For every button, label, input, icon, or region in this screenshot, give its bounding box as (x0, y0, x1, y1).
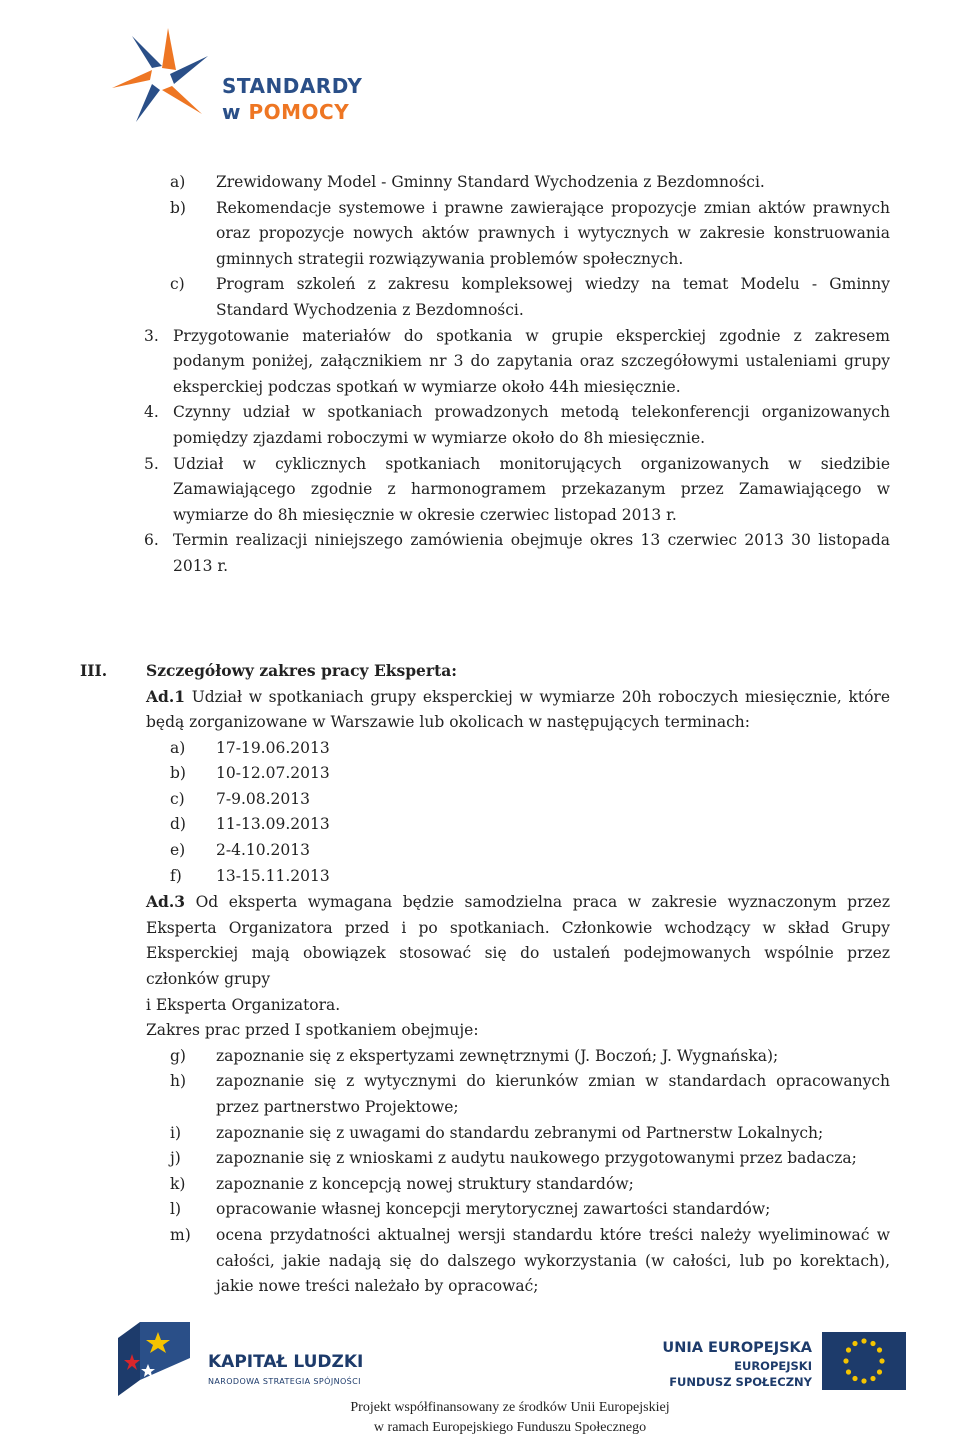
scope-intro: Zakres prac przed I spotkaniem obejmuje: (146, 1021, 479, 1040)
eu-logo-line3: FUNDUSZ SPOŁECZNY (669, 1375, 812, 1389)
date-marker: b) (170, 764, 186, 783)
numbered-item-text: Czynny udział w spotkaniach prowadzonych metodą telekonferencji organizowanych pomiędzy zjazdami roboczymi w wymiarze około do 8h miesięcznie. (173, 403, 890, 447)
task-marker: j) (170, 1149, 181, 1168)
numbered-item-text: Udział w cyklicznych spotkaniach monitorujących organizowanych w siedzibie Zamawiającego zgodnie z harmonogramem przekazanym przez Zamawiającego w wymiarze do 8h miesięcznie w okresie czerwiec listopad 2013 r. (173, 454, 890, 524)
document-body (0, 170, 960, 1300)
date-text: 2-4.10.2013 (216, 841, 310, 860)
list-item-text: Rekomendacje systemowe i prawne zawierające propozycje zmian aktów prawnych oraz propozycje nowych aktów prawnych i wytycznych w zakresie konstruowania gminnych strategii rozwiązywania problemów społecznych. (216, 198, 890, 268)
logo-text-w-pomocy: w POMOCY (222, 100, 350, 124)
date-marker: a) (170, 738, 186, 757)
task-text: zapoznanie z koncepcją nowej struktury standardów; (216, 1174, 634, 1193)
date-marker: c) (170, 789, 185, 808)
section-title: Szczegółowy zakres pracy Eksperta: (146, 660, 458, 680)
logo-text-standardy: STANDARDY (222, 74, 363, 98)
date-text: 17-19.06.2013 (216, 738, 330, 757)
list-item (0, 196, 960, 273)
task-item (0, 1172, 960, 1198)
cofinancing-note-line1: Projekt współfinansowany ze środków Unii Europejskiej (350, 1400, 670, 1415)
date-marker: d) (170, 815, 186, 834)
date-marker: e) (170, 841, 186, 860)
task-text: opracowanie własnej koncepcji merytorycznej zawartości standardów; (216, 1200, 771, 1219)
task-item (0, 1223, 960, 1300)
task-text: zapoznanie się z wytycznymi do kierunków zmian w standardach opracowanych przez partnerstwo Projektowe; (216, 1072, 890, 1116)
star-burst-icon (100, 18, 220, 128)
cofinancing-note-line2: w ramach Europejskiego Funduszu Społecznego (373, 1420, 647, 1435)
task-text: zapoznanie się z ekspertyzami zewnętrznymi (J. Boczoń; J. Wygnańska); (216, 1046, 779, 1065)
date-text: 11-13.09.2013 (216, 815, 330, 834)
numbered-item (0, 324, 960, 401)
date-item (0, 864, 960, 890)
task-text: zapoznanie się z wnioskami z audytu naukowego przygotowanymi przez badacza; (216, 1149, 857, 1168)
task-marker: h) (170, 1072, 187, 1091)
list-item (0, 272, 960, 323)
number-marker: 4. (144, 403, 159, 422)
list-item (0, 170, 960, 196)
task-text: zapoznanie się z uwagami do standardu zebranymi od Partnerstw Lokalnych; (216, 1123, 824, 1142)
kapital-ludzki-emblem-icon (110, 1318, 200, 1398)
task-marker: g) (170, 1046, 186, 1065)
kapital-ludzki-subtitle: NARODOWA STRATEGIA SPÓJNOŚCI (208, 1377, 361, 1386)
task-item (0, 1121, 960, 1147)
numbered-item-text: Przygotowanie materiałów do spotkania w grupie eksperckiej zgodnie z zakresem podanym poniżej, załącznikiem nr 3 do zapytania oraz szczegółowymi ustaleniami grupy eksperckiej podczas spotkań w wymiarze około 44h miesięcznie. (173, 326, 890, 396)
ad3-label: Ad.3 (146, 892, 186, 912)
eu-logo-line1: UNIA EUROPEJSKA (662, 1340, 812, 1356)
kapital-ludzki-title: KAPITAŁ LUDZKI (208, 1352, 364, 1372)
numbered-item (0, 452, 960, 529)
numbered-item (0, 400, 960, 451)
ad3-continuation: i Eksperta Organizatora. (146, 995, 341, 1014)
date-item (0, 736, 960, 762)
list-marker: a) (170, 173, 186, 191)
date-item (0, 787, 960, 813)
date-text: 10-12.07.2013 (216, 764, 330, 783)
task-marker: i) (170, 1123, 182, 1142)
numbered-item-text: Termin realizacji niniejszego zamówienia obejmuje okres 13 czerwiec 2013 30 listopada 2013 r. (173, 531, 890, 575)
list-item-text: Zrewidowany Model - Gminny Standard Wychodzenia z Bezdomności. (216, 173, 765, 191)
task-item (0, 1197, 960, 1223)
date-text: 7-9.08.2013 (216, 789, 310, 808)
page-footer (0, 1310, 960, 1451)
eu-flag-icon (822, 1332, 906, 1390)
task-item (0, 1146, 960, 1172)
number-marker: 3. (144, 326, 159, 345)
section-heading (0, 658, 960, 684)
task-marker: l) (170, 1200, 182, 1219)
ad1-paragraph (0, 684, 960, 736)
task-item (0, 1044, 960, 1070)
ad3-paragraph (0, 889, 960, 992)
date-marker: f) (170, 866, 182, 885)
task-text: ocena przydatności aktualnej wersji standardu które treści należy wyeliminować w całości, jakie nadają się do dalszego wykorzystania (w całości, lub po korektach), jakie nowe treści należało by opracować; (216, 1225, 890, 1296)
task-marker: m) (170, 1225, 191, 1244)
list-marker: b) (170, 198, 186, 217)
date-item (0, 812, 960, 838)
date-text: 13-15.11.2013 (216, 866, 330, 885)
number-marker: 6. (144, 531, 159, 550)
ad3-text: Od eksperta wymagana będzie samodzielna praca w zakresie wyznaczonym przez Eksperta Organizatora przed i po spotkaniach. Członkowie wchodzący w skład Grupy Eksperckiej mają obowiązek stosować się do ustaleń podejmowanych wspólnie przez członków grupy (146, 893, 890, 989)
date-item (0, 838, 960, 864)
eu-logo-line2: EUROPEJSKI (734, 1359, 812, 1373)
task-item (0, 1069, 960, 1120)
ad1-label: Ad.1 (146, 686, 186, 706)
date-item (0, 761, 960, 787)
list-item-text: Program szkoleń z zakresu kompleksowej wiedzy na temat Modelu - Gminny Standard Wychodzenia z Bezdomności. (216, 275, 890, 319)
list-marker: c) (170, 275, 185, 294)
cofinancing-note (0, 1398, 960, 1438)
standardy-w-pomocy-logo (100, 18, 400, 128)
numbered-item (0, 528, 960, 579)
section-number: III. (80, 660, 108, 680)
number-marker: 5. (144, 454, 159, 473)
task-marker: k) (170, 1174, 186, 1193)
ad1-text: Udział w spotkaniach grupy eksperckiej w wymiarze 20h roboczych miesięcznie, które będą zorganizowane w Warszawie lub okolicach w następujących terminach: (146, 687, 890, 732)
